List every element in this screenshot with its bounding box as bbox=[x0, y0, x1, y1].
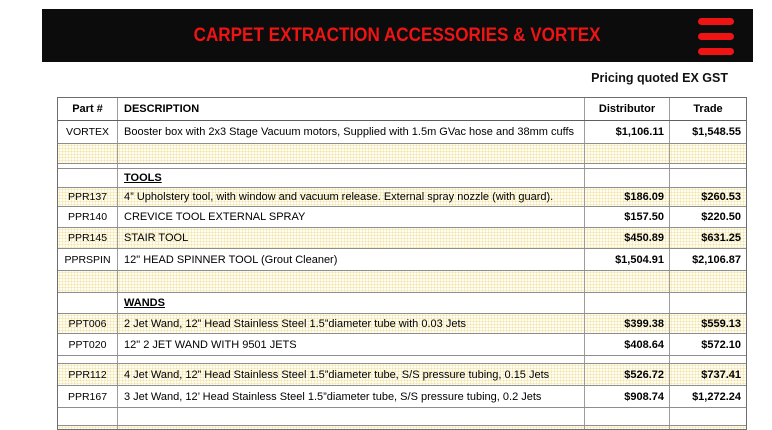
trade-cell: $220.50 bbox=[701, 211, 741, 223]
section-row-wands bbox=[58, 293, 746, 314]
distributor-cell bbox=[585, 356, 670, 363]
column-header-part: Part # bbox=[58, 98, 118, 120]
part-cell bbox=[58, 356, 118, 363]
empty-row bbox=[58, 408, 746, 426]
description-cell: 3 Jet Wand, 12’ Head Stainless Steel 1.5”diameter tube, S/S pressure tubing, 0.2 Jets bbox=[118, 386, 585, 407]
table-row-PPR112 bbox=[58, 364, 746, 386]
price-table-body bbox=[58, 121, 746, 430]
description-cell: 12" 2 JET WAND WITH 9501 JETS bbox=[118, 334, 585, 355]
part-cell: PPR112 bbox=[58, 364, 118, 385]
distributor-cell bbox=[585, 408, 670, 425]
table-row-PPR145 bbox=[58, 228, 746, 249]
trade-cell bbox=[670, 271, 746, 292]
hamburger-bar bbox=[698, 48, 734, 55]
description-cell: CREVICE TOOL EXTERNAL SPRAY bbox=[118, 207, 585, 227]
description-cell bbox=[118, 356, 585, 363]
part-cell bbox=[58, 164, 118, 168]
description-cell: Booster box with 2x3 Stage Vacuum motors, Supplied with 1.5m GVac hose and 38mm cuffs bbox=[118, 121, 585, 143]
trade-cell bbox=[670, 293, 746, 313]
description-cell: 2 Jet Wand, 12” Head Stainless Steel 1.5”diameter tube with 0.03 Jets bbox=[118, 314, 585, 333]
section-row-tools bbox=[58, 169, 746, 188]
trade-cell bbox=[670, 356, 746, 363]
trade-cell bbox=[670, 408, 746, 425]
column-header-description: DESCRIPTION bbox=[118, 98, 585, 120]
column-header-distributor: Distributor bbox=[585, 98, 670, 120]
part-cell: PPR145 bbox=[58, 228, 118, 248]
table-row-PPR140 bbox=[58, 207, 746, 228]
distributor-cell: $399.38 bbox=[585, 314, 670, 333]
description-cell bbox=[118, 169, 585, 187]
trade-cell: $631.25 bbox=[701, 232, 741, 244]
empty-row bbox=[58, 426, 746, 430]
trade-cell bbox=[670, 144, 746, 163]
part-cell bbox=[58, 426, 118, 430]
distributor-cell: $186.09 bbox=[585, 188, 670, 206]
distributor-cell: $450.89 bbox=[585, 228, 670, 248]
empty-row bbox=[58, 144, 746, 164]
distributor-cell bbox=[585, 293, 670, 313]
table-row-PPRSPIN bbox=[58, 249, 746, 271]
title-banner bbox=[42, 9, 753, 62]
description-cell bbox=[118, 144, 585, 163]
description-cell bbox=[118, 164, 585, 168]
trade-cell: $2,106.87 bbox=[692, 253, 741, 266]
distributor-cell bbox=[585, 144, 670, 163]
description-cell bbox=[118, 408, 585, 425]
part-cell: PPT006 bbox=[58, 314, 118, 333]
distributor-cell bbox=[585, 169, 670, 187]
distributor-cell: $157.50 bbox=[585, 207, 670, 227]
section-title: TOOLS bbox=[124, 172, 162, 184]
trade-cell: $260.53 bbox=[701, 191, 741, 203]
hamburger-menu-icon[interactable] bbox=[698, 18, 734, 55]
distributor-cell: $1,504.91 bbox=[585, 249, 670, 270]
trade-cell: $1,548.55 bbox=[692, 126, 741, 138]
part-cell: PPRSPIN bbox=[58, 249, 118, 270]
part-cell bbox=[58, 169, 118, 187]
trade-cell: $572.10 bbox=[701, 338, 741, 351]
part-cell bbox=[58, 271, 118, 292]
part-cell: VORTEX bbox=[58, 121, 118, 143]
distributor-cell: $1,106.11 bbox=[585, 121, 670, 143]
distributor-cell bbox=[585, 164, 670, 168]
column-header-trade: Trade bbox=[693, 103, 723, 115]
table-header-row bbox=[58, 98, 746, 121]
description-cell: STAIR TOOL bbox=[118, 228, 585, 248]
empty-row bbox=[58, 356, 746, 364]
page-title: CARPET EXTRACTION ACCESSORIES & VORTEX bbox=[194, 24, 601, 46]
part-cell: PPT020 bbox=[58, 334, 118, 355]
part-cell bbox=[58, 293, 118, 313]
description-cell bbox=[118, 426, 585, 430]
trade-cell: $1,272.24 bbox=[692, 390, 741, 403]
part-cell: PPR140 bbox=[58, 207, 118, 227]
table-row-PPT020 bbox=[58, 334, 746, 356]
table-row-VORTEX bbox=[58, 121, 746, 144]
hamburger-bar bbox=[698, 33, 734, 40]
hamburger-bar bbox=[698, 18, 734, 25]
description-cell bbox=[118, 271, 585, 292]
description-cell: 12" HEAD SPINNER TOOL (Grout Cleaner) bbox=[118, 249, 585, 270]
part-cell bbox=[58, 408, 118, 425]
price-table bbox=[57, 97, 747, 430]
pricing-note: Pricing quoted EX GST bbox=[591, 71, 728, 85]
trade-cell: $559.13 bbox=[701, 317, 741, 330]
trade-cell: $737.41 bbox=[701, 368, 741, 381]
distributor-cell bbox=[585, 426, 670, 430]
description-cell: 4” Upholstery tool, with window and vacuum release. External spray nozzle (with guard). bbox=[118, 188, 585, 206]
distributor-cell: $408.64 bbox=[585, 334, 670, 355]
distributor-cell: $526.72 bbox=[585, 364, 670, 385]
empty-row bbox=[58, 271, 746, 293]
description-cell: 4 Jet Wand, 12” Head Stainless Steel 1.5”diameter tube, S/S pressure tubing, 0.15 Jets bbox=[118, 364, 585, 385]
table-row-PPT006 bbox=[58, 314, 746, 334]
trade-cell bbox=[670, 169, 746, 187]
trade-cell bbox=[670, 164, 746, 168]
table-row-PPR137 bbox=[58, 188, 746, 207]
part-cell: PPR137 bbox=[58, 188, 118, 206]
distributor-cell: $908.74 bbox=[585, 386, 670, 407]
table-row-PPR167 bbox=[58, 386, 746, 408]
part-cell: PPR167 bbox=[58, 386, 118, 407]
distributor-cell bbox=[585, 271, 670, 292]
section-title: WANDS bbox=[124, 297, 165, 309]
part-cell bbox=[58, 144, 118, 163]
description-cell bbox=[118, 293, 585, 313]
trade-cell bbox=[670, 426, 746, 430]
